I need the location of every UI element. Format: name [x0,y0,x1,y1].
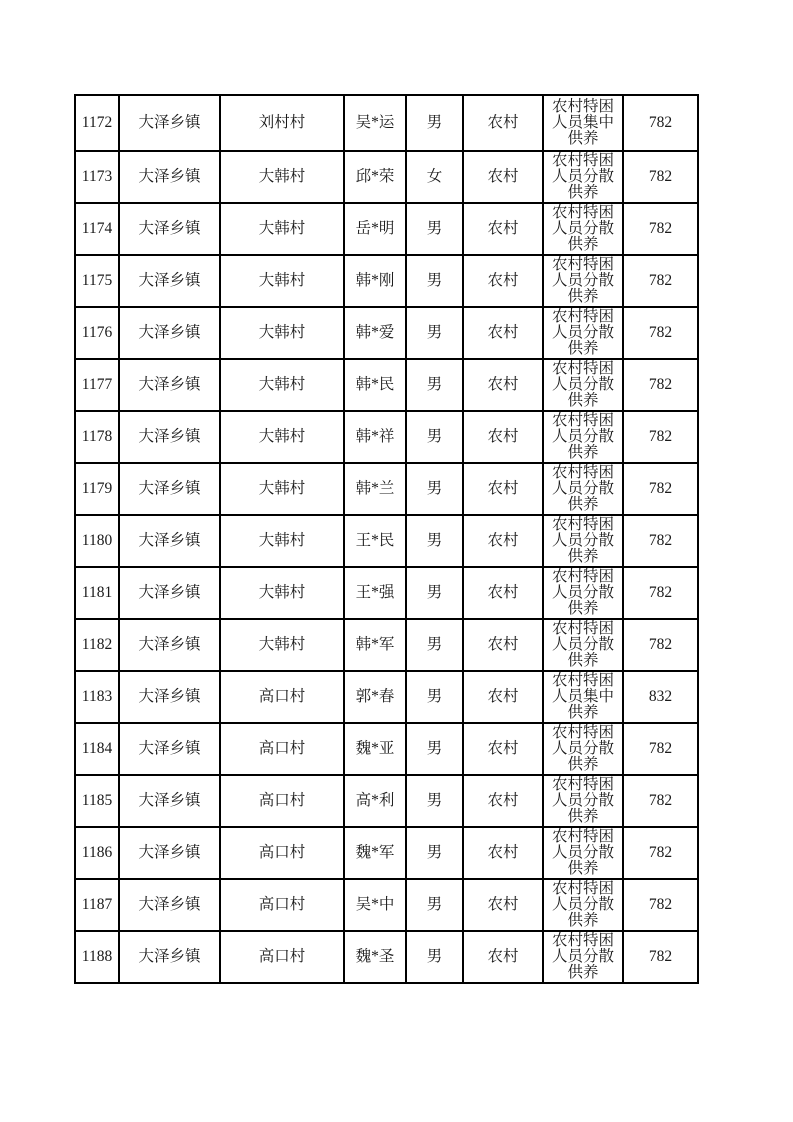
cell-row-number: 1177 [75,359,119,411]
cell-person-name: 韩*军 [344,619,406,671]
cell-amount: 782 [623,931,698,983]
cell-category: 农村 [463,827,543,879]
table-row [75,255,698,307]
cell-support-type [543,775,623,827]
cell-support-type [543,567,623,619]
cell-amount: 782 [623,151,698,203]
cell-gender: 女 [406,151,463,203]
cell-township: 大泽乡镇 [119,619,220,671]
cell-township: 大泽乡镇 [119,151,220,203]
cell-village: 大韩村 [220,619,344,671]
support-type-text: 农村特困人员分散供养 [551,308,614,357]
cell-person-name: 郭*春 [344,671,406,723]
cell-support-type [543,151,623,203]
cell-category: 农村 [463,619,543,671]
support-type-text: 农村特困人员分散供养 [551,620,614,669]
cell-gender: 男 [406,203,463,255]
cell-person-name: 王*强 [344,567,406,619]
cell-amount: 782 [623,307,698,359]
cell-village: 大韩村 [220,307,344,359]
cell-village: 大韩村 [220,515,344,567]
cell-support-type [543,931,623,983]
cell-township: 大泽乡镇 [119,775,220,827]
cell-category: 农村 [463,671,543,723]
cell-village: 高口村 [220,775,344,827]
table-row [75,671,698,723]
cell-township: 大泽乡镇 [119,723,220,775]
table-row [75,515,698,567]
table-row [75,879,698,931]
cell-support-type [543,411,623,463]
cell-row-number: 1186 [75,827,119,879]
cell-village: 高口村 [220,931,344,983]
cell-amount: 782 [623,463,698,515]
cell-township: 大泽乡镇 [119,307,220,359]
table-row [75,203,698,255]
cell-person-name: 魏*圣 [344,931,406,983]
cell-person-name: 高*利 [344,775,406,827]
cell-person-name: 韩*爱 [344,307,406,359]
welfare-roster-table [74,94,699,984]
cell-amount: 782 [623,775,698,827]
support-type-text: 农村特困人员分散供养 [551,568,614,617]
cell-person-name: 王*民 [344,515,406,567]
cell-support-type [543,307,623,359]
cell-amount: 782 [623,359,698,411]
cell-amount: 782 [623,827,698,879]
table-row [75,931,698,983]
cell-support-type [543,255,623,307]
table-row [75,827,698,879]
cell-row-number: 1181 [75,567,119,619]
cell-amount: 782 [623,879,698,931]
cell-category: 农村 [463,515,543,567]
table-row [75,619,698,671]
cell-category: 农村 [463,931,543,983]
cell-gender: 男 [406,827,463,879]
cell-person-name: 韩*祥 [344,411,406,463]
cell-category: 农村 [463,307,543,359]
cell-category: 农村 [463,879,543,931]
cell-support-type [543,203,623,255]
cell-village: 大韩村 [220,255,344,307]
cell-support-type [543,723,623,775]
cell-gender: 男 [406,723,463,775]
support-type-text: 农村特困人员分散供养 [551,256,614,305]
cell-row-number: 1182 [75,619,119,671]
cell-row-number: 1175 [75,255,119,307]
cell-township: 大泽乡镇 [119,95,220,151]
cell-township: 大泽乡镇 [119,411,220,463]
cell-township: 大泽乡镇 [119,827,220,879]
cell-category: 农村 [463,411,543,463]
cell-row-number: 1172 [75,95,119,151]
cell-support-type [543,95,623,151]
support-type-text: 农村特困人员分散供养 [551,464,614,513]
cell-person-name: 魏*军 [344,827,406,879]
cell-village: 高口村 [220,827,344,879]
table-row [75,567,698,619]
cell-gender: 男 [406,95,463,151]
cell-gender: 男 [406,619,463,671]
cell-row-number: 1174 [75,203,119,255]
cell-person-name: 吴*中 [344,879,406,931]
cell-category: 农村 [463,203,543,255]
cell-person-name: 魏*亚 [344,723,406,775]
cell-person-name: 吴*运 [344,95,406,151]
cell-gender: 男 [406,307,463,359]
cell-township: 大泽乡镇 [119,359,220,411]
support-type-text: 农村特困人员分散供养 [551,152,614,201]
cell-amount: 782 [623,411,698,463]
cell-row-number: 1185 [75,775,119,827]
cell-township: 大泽乡镇 [119,671,220,723]
cell-gender: 男 [406,463,463,515]
cell-township: 大泽乡镇 [119,463,220,515]
cell-category: 农村 [463,95,543,151]
cell-category: 农村 [463,567,543,619]
support-type-text: 农村特困人员分散供养 [551,360,614,409]
cell-row-number: 1178 [75,411,119,463]
table-row [75,411,698,463]
cell-amount: 782 [623,255,698,307]
cell-gender: 男 [406,515,463,567]
support-type-text: 农村特困人员集中供养 [551,672,614,721]
cell-row-number: 1179 [75,463,119,515]
cell-row-number: 1176 [75,307,119,359]
cell-person-name: 邱*荣 [344,151,406,203]
cell-row-number: 1184 [75,723,119,775]
cell-row-number: 1188 [75,931,119,983]
table-row [75,359,698,411]
cell-township: 大泽乡镇 [119,255,220,307]
cell-amount: 782 [623,203,698,255]
cell-village: 高口村 [220,879,344,931]
cell-village: 大韩村 [220,411,344,463]
cell-gender: 男 [406,775,463,827]
cell-gender: 男 [406,671,463,723]
table-body [75,95,698,983]
cell-row-number: 1187 [75,879,119,931]
cell-row-number: 1183 [75,671,119,723]
cell-support-type [543,515,623,567]
cell-support-type [543,619,623,671]
cell-amount: 782 [623,95,698,151]
support-type-text: 农村特困人员集中供养 [551,98,614,147]
cell-gender: 男 [406,359,463,411]
table-row [75,723,698,775]
table-row [75,463,698,515]
support-type-text: 农村特困人员分散供养 [551,776,614,825]
support-type-text: 农村特困人员分散供养 [551,412,614,461]
cell-support-type [543,879,623,931]
support-type-text: 农村特困人员分散供养 [551,932,614,981]
table-row [75,95,698,151]
cell-row-number: 1180 [75,515,119,567]
cell-amount: 832 [623,671,698,723]
cell-person-name: 岳*明 [344,203,406,255]
support-type-text: 农村特困人员分散供养 [551,880,614,929]
cell-gender: 男 [406,255,463,307]
cell-township: 大泽乡镇 [119,203,220,255]
cell-category: 农村 [463,255,543,307]
cell-township: 大泽乡镇 [119,515,220,567]
cell-category: 农村 [463,151,543,203]
cell-amount: 782 [623,515,698,567]
cell-township: 大泽乡镇 [119,931,220,983]
cell-village: 刘村村 [220,95,344,151]
cell-support-type [543,827,623,879]
support-type-text: 农村特困人员分散供养 [551,516,614,565]
support-type-text: 农村特困人员分散供养 [551,204,614,253]
cell-row-number: 1173 [75,151,119,203]
cell-gender: 男 [406,411,463,463]
cell-category: 农村 [463,775,543,827]
table-row [75,307,698,359]
cell-gender: 男 [406,931,463,983]
table-row [75,151,698,203]
cell-gender: 男 [406,567,463,619]
support-type-text: 农村特困人员分散供养 [551,828,614,877]
cell-support-type [543,359,623,411]
cell-village: 大韩村 [220,567,344,619]
cell-village: 大韩村 [220,151,344,203]
cell-amount: 782 [623,619,698,671]
cell-category: 农村 [463,723,543,775]
cell-person-name: 韩*刚 [344,255,406,307]
cell-category: 农村 [463,359,543,411]
support-type-text: 农村特困人员分散供养 [551,724,614,773]
cell-support-type [543,463,623,515]
cell-village: 高口村 [220,723,344,775]
cell-support-type [543,671,623,723]
cell-township: 大泽乡镇 [119,567,220,619]
cell-amount: 782 [623,567,698,619]
cell-village: 高口村 [220,671,344,723]
table-row [75,775,698,827]
cell-village: 大韩村 [220,463,344,515]
cell-village: 大韩村 [220,203,344,255]
cell-gender: 男 [406,879,463,931]
cell-category: 农村 [463,463,543,515]
cell-person-name: 韩*兰 [344,463,406,515]
cell-township: 大泽乡镇 [119,879,220,931]
cell-village: 大韩村 [220,359,344,411]
cell-person-name: 韩*民 [344,359,406,411]
cell-amount: 782 [623,723,698,775]
